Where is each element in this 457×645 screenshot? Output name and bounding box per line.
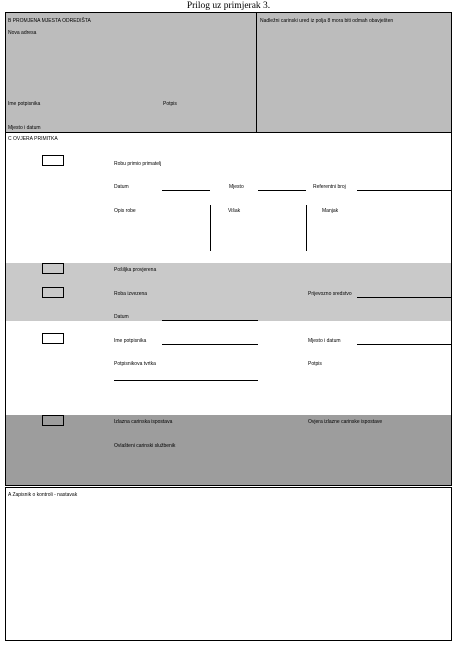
customs-officer-label: Ovlašteni carinski službenik (114, 443, 176, 449)
exit-office-band (6, 415, 451, 485)
exit-office-stamp-label: Ovjera izlazne carinske ispostave (308, 419, 383, 425)
export-date-field[interactable] (162, 320, 258, 321)
export-date-label: Datum (114, 314, 129, 320)
shipment-checked-checkbox[interactable] (42, 263, 64, 274)
signature-label-c: Potpis (308, 361, 322, 367)
place-label: Mjesto (229, 184, 244, 190)
goods-exported-checkbox[interactable] (42, 287, 64, 298)
signatory-name-label: Ime potpisnika (8, 101, 41, 107)
description-divider (210, 205, 211, 251)
signatory-checkbox[interactable] (42, 333, 64, 344)
transport-means-field[interactable] (357, 297, 451, 298)
section-a-title: A Zapisnik o kontroli - nastavak (8, 492, 78, 498)
signatory-name-field[interactable] (162, 344, 258, 345)
transport-means-label: Prijevozno sredstvo (308, 291, 352, 297)
goods-exported-label: Roba izvezena (114, 291, 148, 297)
section-b (6, 13, 451, 132)
goods-description-label: Opis robe (114, 208, 136, 214)
new-address-label: Nova adresa (8, 30, 37, 36)
received-label: Robu primio primatelj (114, 161, 162, 167)
exit-office-checkbox[interactable] (42, 415, 64, 426)
export-band (6, 263, 451, 321)
place-field[interactable] (258, 190, 306, 191)
signatory-company-label: Potpisnikova tvrtka (114, 361, 156, 367)
notify-note: Nadležni carinski ured iz polja 8 mora biti odmah obavješten (260, 18, 394, 24)
surplus-label: Višak (228, 208, 241, 214)
section-b-divider (256, 13, 257, 132)
received-checkbox[interactable] (42, 155, 64, 166)
shipment-checked-label: Pošiljka provjerena (114, 267, 157, 273)
form-frame (5, 12, 452, 486)
date-label: Datum (114, 184, 129, 190)
signature-label: Potpis (163, 101, 177, 107)
surplus-divider (306, 205, 307, 251)
exit-office-label: Izlazna carinska ispostava (114, 419, 173, 425)
place-and-date-field[interactable] (357, 344, 451, 345)
section-b-title: B PROMJENA MJESTA ODREDIŠTA (8, 18, 91, 24)
shortage-label: Manjak (322, 208, 339, 214)
date-field[interactable] (162, 190, 210, 191)
signatory-company-field[interactable] (114, 380, 258, 381)
attachment-title: Prilog uz primjerak 3. (186, 1, 271, 11)
place-and-date-label: Mjesto i datum (308, 338, 341, 344)
signatory-name-label-c: Ime potpisnika (114, 338, 147, 344)
section-a (5, 487, 452, 641)
section-c-title: C OVJERA PRIMITKA (8, 136, 58, 142)
reference-number-field[interactable] (357, 190, 451, 191)
section-b-bottom-border (6, 132, 451, 133)
place-date-label: Mjesto i datum (8, 125, 41, 131)
reference-number-label: Referentni broj (313, 184, 346, 190)
